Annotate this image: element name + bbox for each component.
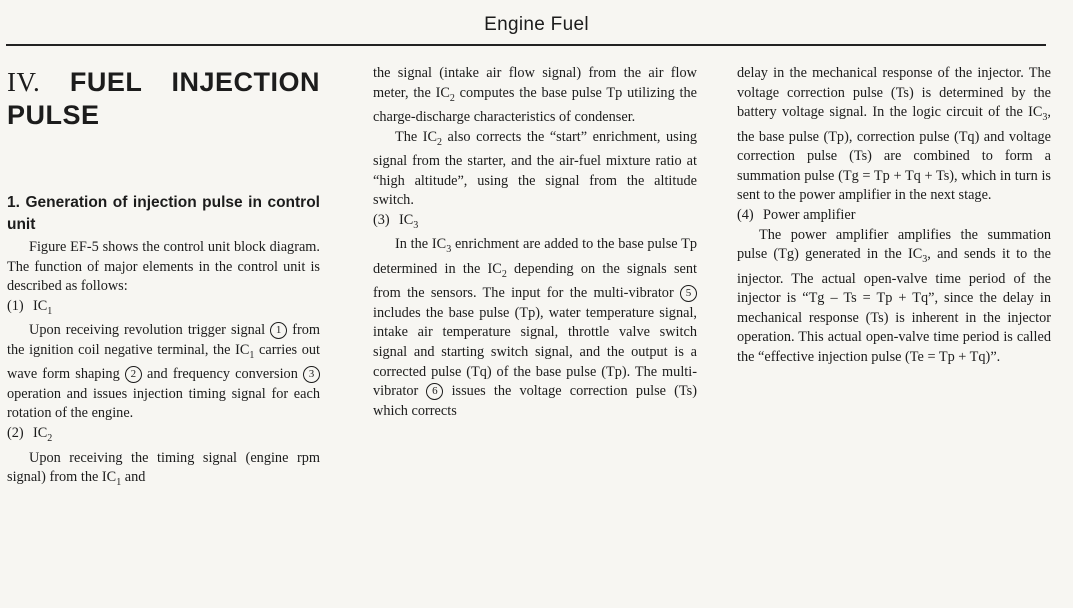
item-3-sub: 3 <box>413 219 419 231</box>
text-run: includes the base pulse (Tp), water temperature signal, intake air temperature signal, throttle valve switch signal and starting switch signal, and the output is a corrected pulse (Tq) of the base pulse (Tp). The multi-vibrator <box>373 304 697 400</box>
section-numeral: IV. <box>7 67 41 97</box>
subscript: 2 <box>501 268 507 280</box>
column-1 <box>7 62 320 493</box>
subscript: 3 <box>446 244 452 256</box>
column-2 <box>373 64 697 421</box>
subscript: 3 <box>922 254 928 266</box>
text-run: issues the voltage correction pulse (Ts) which corrects <box>373 383 697 419</box>
text-run: also corrects the “start” enrichment, using signal from the starter, and the air-fuel mixture ratio at “high altitude”, using the signal from the altitude switch. <box>373 128 697 209</box>
item-1-heading <box>7 297 320 321</box>
item-3-number: (3) <box>373 211 390 228</box>
subscript: 2 <box>449 92 455 104</box>
item-4-number: (4) <box>737 207 754 224</box>
text-run: operation and issues injection timing signal for each rotation of the engine. <box>7 385 320 422</box>
text-run: In the IC <box>395 236 447 253</box>
text-run: from the ignition coil negative terminal, the IC <box>7 322 320 358</box>
section-title <box>7 66 320 132</box>
text-run: depending on the signals sent from the sensors. The input for the multi-vibrator <box>373 260 697 302</box>
item-1-sub: 1 <box>47 305 53 317</box>
text-run: the signal (intake air flow signal) from the air flow meter, the IC <box>373 65 697 101</box>
text-run: and <box>121 469 146 486</box>
item-2-number: (2) <box>7 425 24 442</box>
text-run: , the base pulse (Tp), correction pulse (Tq) and voltage correction pulse (Ts) are combined to form a summation pulse (Tg = Tp + Tq + Ts), which in turn is sent to the power amplifier in the next stage. <box>737 104 1051 204</box>
item-1-number: (1) <box>7 297 24 314</box>
section-title-text: FUEL INJECTION PULSE <box>7 67 320 130</box>
item-3-paragraph <box>373 235 697 421</box>
item-4-paragraph <box>737 226 1051 368</box>
text-run: Upon receiving the timing signal (engine rpm signal) from the IC <box>7 449 320 486</box>
col2-paragraph-1 <box>373 64 697 128</box>
circled-number-3: 3 <box>303 366 320 383</box>
circled-number-6: 6 <box>426 383 443 400</box>
text-run: The power amplifier amplifies the summation pulse (Tg) generated in the IC <box>737 226 1051 263</box>
page-header: Engine Fuel <box>484 14 589 35</box>
item-4-label: Power amplifier <box>763 207 856 224</box>
col2-paragraph-2 <box>373 128 697 211</box>
item-2-paragraph <box>7 449 320 493</box>
text-run: delay in the mechanical response of the injector. The voltage correction pulse (Ts) is determined by the battery voltage signal. In the logic circuit of the IC <box>737 65 1051 121</box>
text-run: , and sends it to the injector. The actual open-valve time period of the injector is “Tg – Ts = Tp + Tq”, since the delay in mechanical response (Ts) is inherent in the injector operation. This actual open-valve time period is called the “effective injection pulse (Te = Tp + Tq)”. <box>737 246 1051 366</box>
text-run: carries out wave form shaping <box>7 341 320 383</box>
item-3-heading <box>373 211 697 235</box>
header-rule <box>6 44 1046 46</box>
text-run: enrichment are added to the base pulse Tp determined in the IC <box>373 236 697 277</box>
column-3 <box>737 64 1051 368</box>
intro-paragraph: Figure EF-5 shows the control unit block diagram. The function of major elements in the control unit is described as follows: <box>7 239 320 295</box>
item-2-sub: 2 <box>47 432 53 444</box>
circled-number-2: 2 <box>125 366 142 383</box>
subscript: 2 <box>437 136 443 148</box>
circled-number-1: 1 <box>270 322 287 339</box>
subsection-title: 1. Generation of injection pulse in control unit <box>7 194 320 233</box>
item-2-label: IC <box>33 425 48 442</box>
text-run: The IC <box>395 128 438 145</box>
item-4-heading <box>737 206 1051 226</box>
item-1-paragraph <box>7 321 320 424</box>
item-1-label: IC <box>33 297 48 314</box>
circled-number-5: 5 <box>680 285 697 302</box>
subscript: 1 <box>116 476 122 488</box>
text-run: and frequency conversion <box>141 366 303 383</box>
text-run: computes the base pulse Tp utilizing the charge-discharge characteristics of condenser. <box>373 84 697 126</box>
item-2-heading <box>7 424 320 448</box>
col3-paragraph-1 <box>737 64 1051 206</box>
subscript: 3 <box>1042 112 1048 124</box>
text-run: Upon receiving revolution trigger signal <box>29 322 271 339</box>
subscript: 1 <box>249 349 255 361</box>
item-3-label: IC <box>399 211 414 228</box>
